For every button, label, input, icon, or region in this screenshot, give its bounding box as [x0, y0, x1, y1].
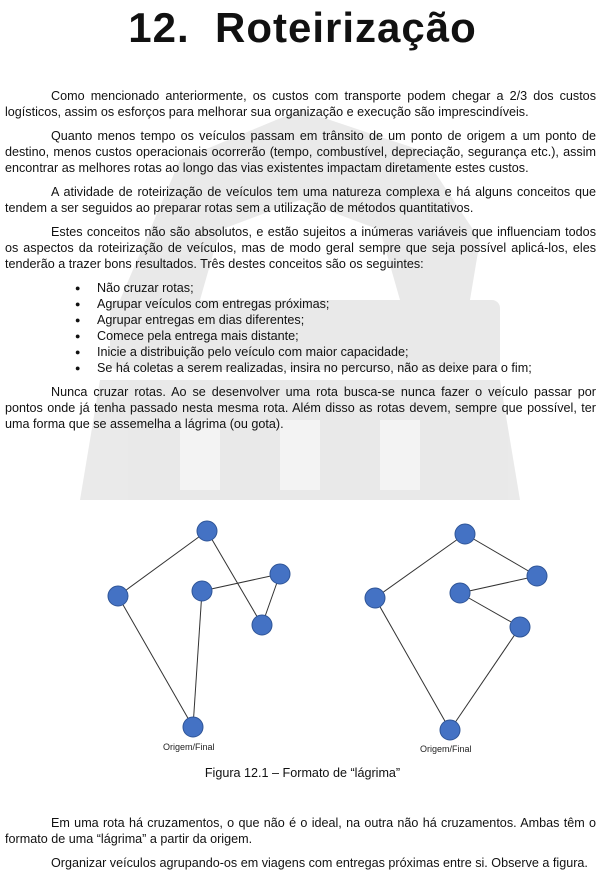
page-title: [0, 4, 605, 52]
paragraph-5: Em uma rota há cruzamentos, o que não é o ideal, na outra não há cruzamentos. Ambas têm o formato de uma “lágrima” a partir da origem.: [5, 816, 596, 846]
paragraph-after-list: Nunca cruzar rotas. Ao se desenvolver uma rota busca-se nunca fazer o veículo passar por pontos onde já tenha passado nesta mesma rota. Além disso as rotas devem, sempre que possível, ter uma forma que se assemelha a lágrima (ou gota).: [5, 385, 596, 431]
list-item: ● Comece pela entrega mais distante;: [97, 328, 596, 344]
list-item: ● Agrupar entregas em dias diferentes;: [97, 312, 596, 328]
main-body: [5, 88, 596, 440]
route-teardrop: [365, 524, 547, 754]
origin-node: [440, 720, 460, 740]
route-edge: [450, 627, 520, 730]
route-edge: [375, 598, 450, 730]
list-item: ● Se há coletas a serem realizadas, insira no percurso, não as deixe para o fim;: [97, 360, 596, 376]
paragraph-1: Como mencionado anteriormente, os custos com transporte podem chegar a 2/3 dos custos logísticos, assim os esforços para melhorar sua organização e execução são imprescindíveis.: [5, 89, 596, 119]
origin-node: [183, 717, 203, 737]
route-node: [270, 564, 290, 584]
route-node: [455, 524, 475, 544]
list-item: ● Inicie a distribuição pelo veículo com maior capacidade;: [97, 344, 596, 360]
route-edge: [465, 534, 537, 576]
concepts-list: [5, 280, 596, 376]
bottom-body: [5, 815, 596, 879]
origin-label-left: Origem/Final: [163, 742, 215, 752]
figure-caption: Figura 12.1 – Formato de “lágrima”: [204, 766, 401, 780]
list-item: ● Agrupar veículos com entregas próximas;: [97, 296, 596, 312]
route-edge: [118, 596, 193, 727]
route-node: [510, 617, 530, 637]
paragraph-6: Organizar veículos agrupando-os em viagens com entregas próximas entre si. Observe a figura.: [51, 856, 588, 870]
chapter-title: Roteirização: [214, 4, 477, 51]
route-node: [365, 588, 385, 608]
route-node: [108, 586, 128, 606]
route-node: [252, 615, 272, 635]
paragraph-4: Estes conceitos não são absolutos, e estão sujeitos a inúmeras variáveis que influenciam todos os aspectos da roteirização de veículos, mas de modo geral sempre que seja possível aplicá-los, eles tenderão a trazer bons resultados. Três destes conceitos são os seguintes:: [5, 225, 596, 271]
chapter-number: 12.: [128, 4, 190, 51]
paragraph-2: Quanto menos tempo os veículos passam em trânsito de um ponto de origem a um ponto de destino, menos custos operacionais ocorrerão (tempo, combustível, depreciação, segurança etc.), assim encontrar as melhores rotas ao longo das vias existentes impactam diretamente estes custos.: [5, 129, 596, 175]
route-edge: [207, 531, 262, 625]
origin-label-right: Origem/Final: [420, 744, 472, 754]
route-node: [527, 566, 547, 586]
route-node: [450, 583, 470, 603]
route-edge: [193, 591, 202, 727]
route-node: [192, 581, 212, 601]
list-item: ● Não cruzar rotas;: [97, 280, 596, 296]
paragraph-3: A atividade de roteirização de veículos tem uma natureza complexa e há alguns conceitos que tendem a ser seguidos ao preparar rotas sem a utilização de métodos quantitativos.: [5, 185, 596, 215]
route-edge: [460, 576, 537, 593]
route-diagram: [0, 500, 605, 765]
route-node: [197, 521, 217, 541]
route-with-crossing: [108, 521, 290, 752]
